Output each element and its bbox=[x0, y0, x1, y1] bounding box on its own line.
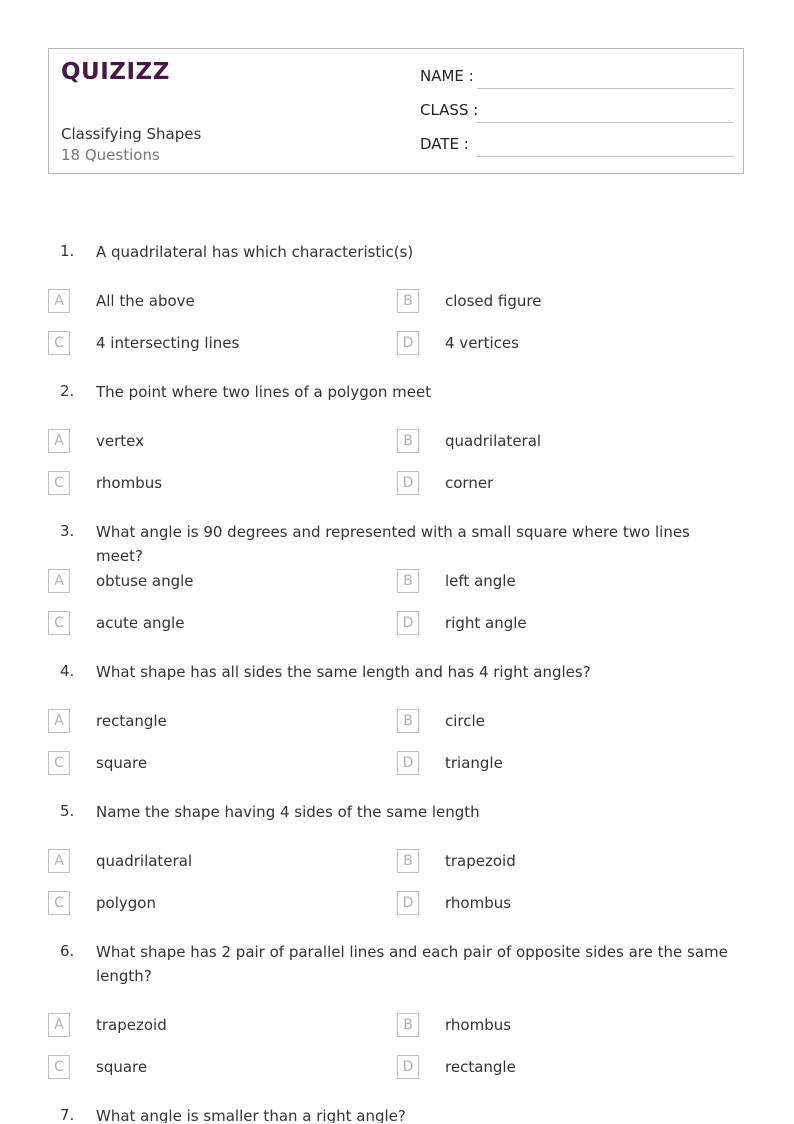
option-text: rectangle bbox=[96, 712, 167, 730]
worksheet-header bbox=[48, 48, 744, 174]
question-text: The point where two lines of a polygon meet bbox=[96, 383, 432, 401]
option-letter-box: A bbox=[48, 569, 70, 593]
option-letter-box: A bbox=[48, 709, 70, 733]
question-text: What angle is 90 degrees and represented with a small square where two lines meet? bbox=[96, 523, 690, 565]
option-letter-box: A bbox=[48, 429, 70, 453]
option-text: rectangle bbox=[445, 1058, 516, 1076]
option-text: acute angle bbox=[96, 614, 185, 632]
option-letter-box: C bbox=[48, 891, 70, 915]
option-letter-box: B bbox=[397, 289, 419, 313]
class-label: CLASS : bbox=[420, 101, 479, 119]
option-text: square bbox=[96, 1058, 148, 1076]
option-letter-box: D bbox=[397, 751, 419, 775]
option-text: trapezoid bbox=[445, 852, 516, 870]
date-label: DATE : bbox=[420, 135, 469, 153]
option-letter-box: A bbox=[48, 849, 70, 873]
option-letter-box: D bbox=[397, 611, 419, 635]
option-letter-box: D bbox=[397, 891, 419, 915]
option-text: square bbox=[96, 754, 148, 772]
quizizz-logo: QUIZIZZ bbox=[61, 59, 170, 85]
option-text: rhombus bbox=[445, 894, 512, 912]
date-field bbox=[420, 135, 734, 157]
question-number: 7. bbox=[60, 1106, 75, 1124]
question-text: What shape has all sides the same length and has 4 right angles? bbox=[96, 663, 591, 681]
option-text: right angle bbox=[445, 614, 527, 632]
question-number: 2. bbox=[60, 382, 75, 400]
name-line bbox=[477, 88, 734, 89]
question-text: What angle is smaller than a right angle? bbox=[96, 1107, 406, 1123]
name-label: NAME : bbox=[420, 67, 474, 85]
option-letter-box: B bbox=[397, 849, 419, 873]
option-letter-box: D bbox=[397, 471, 419, 495]
worksheet-title: Classifying Shapes bbox=[61, 125, 202, 143]
option-text: 4 intersecting lines bbox=[96, 334, 240, 352]
option-text: rhombus bbox=[445, 1016, 512, 1034]
option-text: obtuse angle bbox=[96, 572, 194, 590]
option-letter-box: B bbox=[397, 709, 419, 733]
option-text: trapezoid bbox=[96, 1016, 167, 1034]
question-text: Name the shape having 4 sides of the same length bbox=[96, 803, 480, 821]
option-letter-box: C bbox=[48, 611, 70, 635]
option-text: 4 vertices bbox=[445, 334, 519, 352]
question-number: 1. bbox=[60, 242, 75, 260]
question-text: A quadrilateral has which characteristic(s) bbox=[96, 243, 414, 261]
question-count: 18 Questions bbox=[61, 146, 160, 164]
option-text: quadrilateral bbox=[445, 432, 542, 450]
option-letter-box: C bbox=[48, 751, 70, 775]
option-letter-box: B bbox=[397, 569, 419, 593]
option-letter-box: B bbox=[397, 1013, 419, 1037]
option-text: quadrilateral bbox=[96, 852, 193, 870]
option-text: polygon bbox=[96, 894, 156, 912]
date-line bbox=[477, 156, 734, 157]
name-field bbox=[420, 67, 734, 89]
class-field bbox=[420, 101, 734, 123]
option-letter-box: B bbox=[397, 429, 419, 453]
option-letter-box: A bbox=[48, 1013, 70, 1037]
class-line bbox=[477, 122, 734, 123]
option-text: corner bbox=[445, 474, 494, 492]
question-number: 4. bbox=[60, 662, 75, 680]
option-text: left angle bbox=[445, 572, 516, 590]
option-letter-box: D bbox=[397, 331, 419, 355]
option-text: triangle bbox=[445, 754, 503, 772]
question-text: What shape has 2 pair of parallel lines and each pair of opposite sides are the same length? bbox=[96, 943, 728, 985]
question-number: 5. bbox=[60, 802, 75, 820]
option-letter-box: C bbox=[48, 331, 70, 355]
option-text: rhombus bbox=[96, 474, 163, 492]
option-text: vertex bbox=[96, 432, 144, 450]
option-text: circle bbox=[445, 712, 485, 730]
option-text: All the above bbox=[96, 292, 195, 310]
option-letter-box: C bbox=[48, 471, 70, 495]
question-number: 6. bbox=[60, 942, 75, 960]
option-letter-box: A bbox=[48, 289, 70, 313]
option-letter-box: C bbox=[48, 1055, 70, 1079]
option-letter-box: D bbox=[397, 1055, 419, 1079]
question-number: 3. bbox=[60, 522, 75, 540]
option-text: closed figure bbox=[445, 292, 542, 310]
